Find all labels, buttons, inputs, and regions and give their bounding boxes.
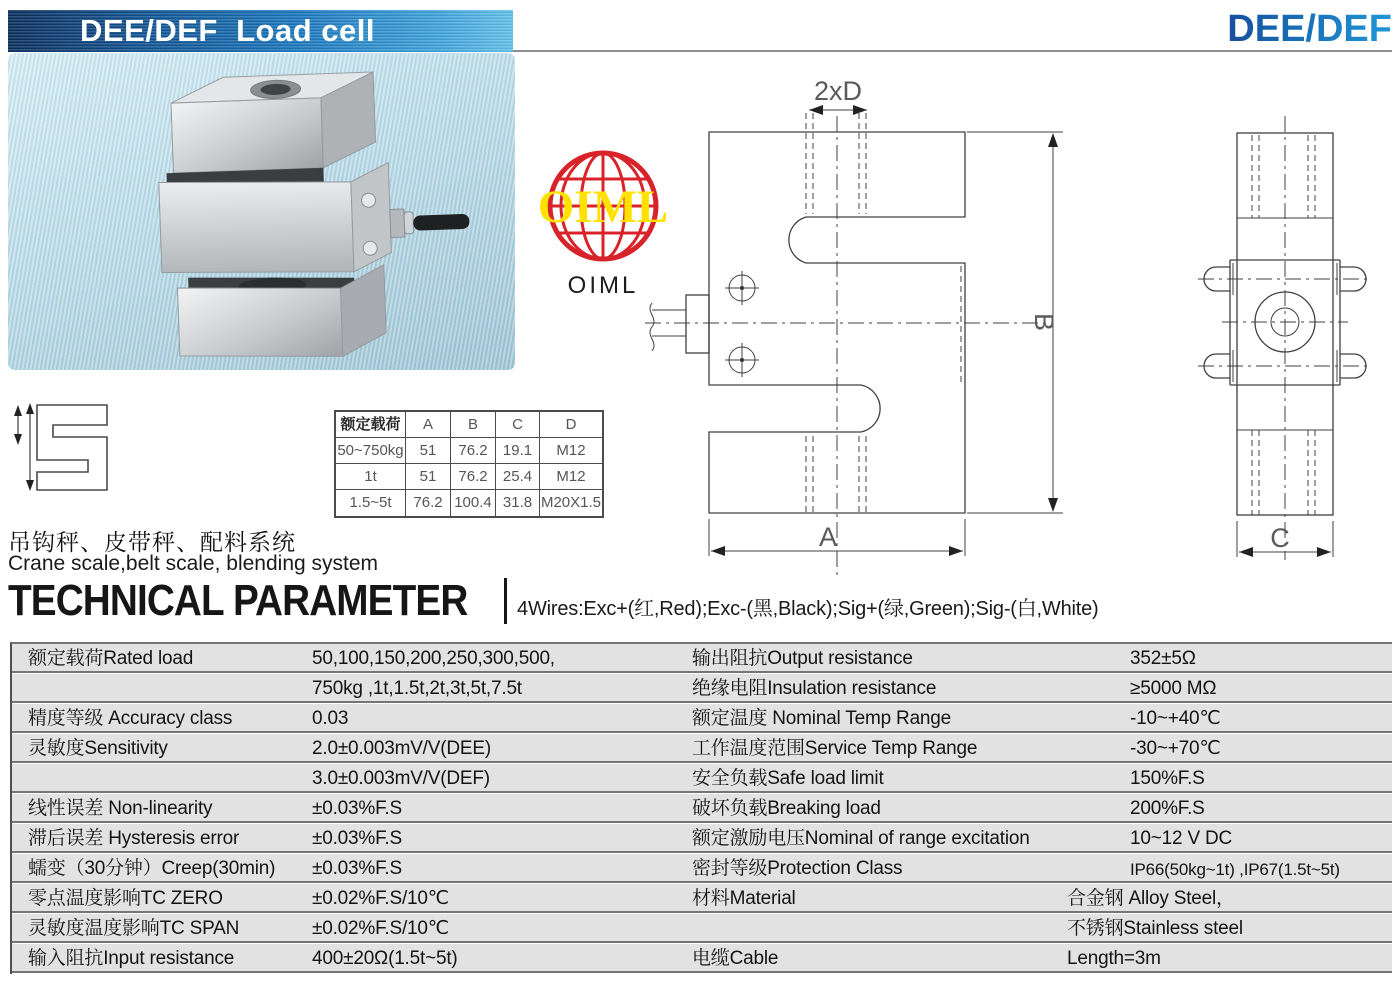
param-value: -30~+70℃ [1130, 738, 1221, 759]
dim-label-b: B [1029, 312, 1059, 332]
param-label: 额定温度 Nominal Temp Range [692, 708, 952, 729]
application-text-en: Crane scale,belt scale, blending system [8, 552, 379, 575]
param-label: 灵敏度Sensitivity [28, 738, 168, 759]
param-value: Length=3m [1067, 948, 1161, 969]
table-row [12, 944, 1392, 973]
dim-cell: 19.1 [496, 438, 540, 464]
param-label: 工作温度范围Service Temp Range [692, 738, 978, 759]
param-value: 750kg ,1t,1.5t,2t,3t,5t,7.5t [312, 678, 522, 699]
table-row [12, 764, 1392, 793]
dim-col-a: A [406, 412, 451, 438]
param-value: IP66(50kg~1t) ,IP67(1.5t~5t) [1130, 860, 1340, 879]
param-label: 额定载荷Rated load [28, 648, 194, 669]
dim-cell: 76.2 [451, 438, 496, 464]
table-row [12, 884, 1392, 913]
param-value: 合金钢 Alloy Steel， [1067, 888, 1235, 909]
dim-col-d: D [540, 412, 602, 438]
param-value: ±0.03%F.S [312, 828, 402, 849]
dimension-table [334, 410, 604, 518]
param-label: 破坏负载Breaking load [692, 798, 881, 819]
param-label: 密封等级Protection Class [692, 858, 903, 879]
dim-cell: 1.5~5t [336, 490, 406, 516]
dim-label-c: C [1270, 523, 1290, 553]
param-label: 线性误差 Non-linearity [28, 798, 213, 819]
param-value: -10~+40℃ [1130, 708, 1221, 729]
side-view-drawing [1180, 100, 1392, 570]
banner-title: DEE/DEF Load cell [80, 13, 375, 48]
param-label: 额定激励电压Nominal of range excitation [692, 828, 1030, 849]
param-value: 2.0±0.003mV/V(DEE) [312, 738, 491, 759]
product-photo [8, 53, 515, 370]
dim-cell: 100.4 [451, 490, 496, 516]
param-label: 安全负载Safe load limit [692, 768, 884, 789]
param-label [692, 914, 1067, 941]
model-code: DEE/DEF [1227, 8, 1392, 50]
dim-col-rated-load: 额定载荷 [336, 412, 406, 438]
dim-cell: 51 [406, 438, 451, 464]
oiml-logo-text: OIML [537, 181, 669, 233]
table-row [12, 824, 1392, 853]
param-value: ±0.03%F.S [312, 858, 402, 879]
header-rule [513, 50, 1392, 52]
dim-col-c: C [496, 412, 540, 438]
param-value: 不锈钢Stainless steel [1067, 918, 1243, 939]
dim-cell: 51 [406, 464, 451, 490]
table-row [12, 674, 1392, 703]
param-value: ±0.02%F.S/10℃ [312, 918, 449, 939]
dim-cell: 31.8 [496, 490, 540, 516]
param-value: 50,100,150,200,250,300,500, [312, 648, 555, 669]
section-title: TECHNICAL PARAMETER [8, 576, 468, 625]
dim-label-2xd: 2xD [813, 76, 863, 106]
param-label: 滞后误差 Hysteresis error [28, 828, 240, 849]
dim-cell: 50~750kg [336, 438, 406, 464]
table-row [12, 734, 1392, 763]
param-value: 10~12 V DC [1130, 828, 1233, 849]
dim-cell: 76.2 [451, 464, 496, 490]
param-label: 零点温度影响TC ZERO [28, 888, 223, 909]
table-row [12, 794, 1392, 823]
param-value: 200%F.S [1130, 798, 1205, 819]
table-row [12, 644, 1392, 673]
param-value: ±0.03%F.S [312, 798, 402, 819]
dim-cell: M12 [540, 438, 602, 464]
dim-label-a: A [818, 522, 838, 552]
param-value: 150%F.S [1130, 768, 1205, 789]
param-label: 材料Material [692, 888, 796, 909]
wiring-note: 4Wires:Exc+(红,Red);Exc-(黑,Black);Sig+(绿,Green);Sig-(白,White) [517, 598, 1099, 621]
param-value: 0.03 [312, 708, 349, 729]
application-text-cn: 吊钩秤、皮带秤、配料系统 [8, 529, 296, 555]
dim-cell: M20X1.5 [540, 494, 602, 511]
table-row [12, 914, 1392, 943]
load-cell-photo-art [8, 53, 515, 370]
dim-cell: M12 [540, 464, 602, 490]
s-shape-icon [6, 396, 124, 500]
front-view-drawing [630, 60, 1100, 580]
title-divider [504, 578, 507, 624]
product-banner [8, 10, 513, 52]
table-row [12, 704, 1392, 733]
param-label: 精度等级 Accuracy class [28, 708, 233, 729]
dim-cell: 25.4 [496, 464, 540, 490]
param-label: 输入阻抗Input resistance [28, 948, 235, 969]
dim-col-b: B [451, 412, 496, 438]
dim-cell: 1t [336, 464, 406, 490]
dim-cell: 76.2 [406, 490, 451, 516]
parameter-table [10, 642, 1392, 974]
param-label: 蠕变（30分钟）Creep(30min) [28, 858, 276, 879]
param-label [28, 674, 312, 701]
param-label: 灵敏度温度影响TC SPAN [28, 918, 240, 939]
param-label: 绝缘电阻Insulation resistance [692, 678, 937, 699]
param-value: 3.0±0.003mV/V(DEF) [312, 768, 490, 789]
param-value: 400±20Ω(1.5t~5t) [312, 948, 458, 969]
oiml-caption: OIML [567, 272, 639, 299]
param-value: ≥5000 MΩ [1130, 678, 1217, 699]
param-label: 输出阻抗Output resistance [692, 648, 913, 669]
table-row [12, 854, 1392, 883]
param-label: 电缆Cable [692, 948, 779, 969]
param-label [28, 764, 312, 791]
technical-parameter-header [8, 578, 1099, 624]
param-value: 352±5Ω [1130, 648, 1196, 669]
param-value: ±0.02%F.S/10℃ [312, 888, 449, 909]
